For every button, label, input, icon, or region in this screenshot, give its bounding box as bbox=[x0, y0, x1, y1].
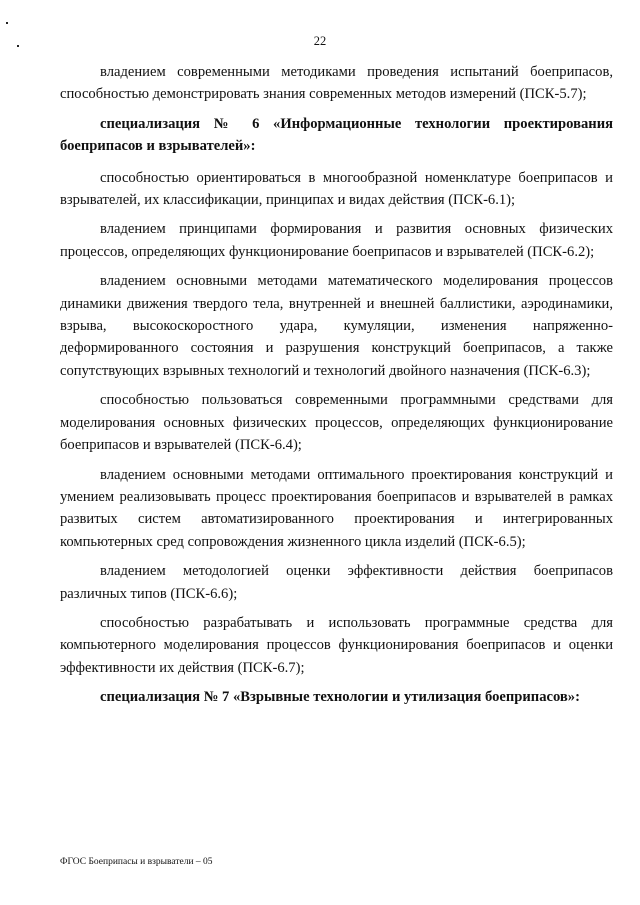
scan-artifact-dot bbox=[6, 22, 8, 24]
specialization-6-heading: специализация № 6 «Информационные технологии проектирования боеприпасов и взрывателей»: bbox=[60, 115, 613, 155]
specialization-7-heading: специализация № 7 «Взрывные технологии и утилизация боеприпасов»: bbox=[100, 689, 580, 706]
paragraph-psk-6-1: способностью ориентироваться в многообразной номенклатуре боеприпасов и взрывателей, их классификации, принципах и видах действия (ПСК-6.1); bbox=[60, 169, 613, 209]
paragraph-psk-6-2: владением принципами формирования и развития основных физических процессов, определяющих функционирование боеприпасов и взрывателей (ПСК-6.2); bbox=[60, 221, 613, 260]
page-number: 22 bbox=[313, 34, 327, 48]
paragraph-psk-6-6: владением методологией оценки эффективности действия боеприпасов различных типов (ПСК-6.6); bbox=[60, 563, 613, 602]
paragraph-psk-6-7: способностью разрабатывать и использовать программные средства для компьютерного моделирования процессов функционирования боеприпасов и оценки эффективности их действия (ПСК-6.7); bbox=[60, 614, 613, 676]
document-body bbox=[60, 61, 613, 716]
paragraph-psk-6-5: владением основными методами оптимального проектирования конструкций и умением реализовывать процесс проектирования боеприпасов и взрывателей в рамках развитых систем автоматизированного проектирования и интегрированных компьютерных сред сопровождения жизненного цикла изделий (ПСК-6.5); bbox=[60, 466, 613, 550]
paragraph-psk-6-4: способностью пользоваться современными программными средствами для моделирования основных физических процессов, определяющих функционирование боеприпасов и взрывателей (ПСК-6.4); bbox=[60, 392, 613, 454]
paragraph-psk-5-7: владением современными методиками проведения испытаний боеприпасов, способностью демонстрировать знания современных методов измерений (ПСК-5.7); bbox=[60, 64, 613, 103]
page-footer: ФГОС Боеприпасы и взрыватели – 05 bbox=[60, 857, 213, 867]
paragraph-psk-6-3: владением основными методами математического моделирования процессов динамики движения твердого тела, внутренней и внешней баллистики, аэродинамики, взрыва, высокоскоростного удара, кумуляции, изменения напряженно-деформированного состояния и разрушения конструкций боеприпасов, а также сопутствующих взрывных технологий и технологий двойного назначения (ПСК-6.3); bbox=[60, 273, 613, 379]
